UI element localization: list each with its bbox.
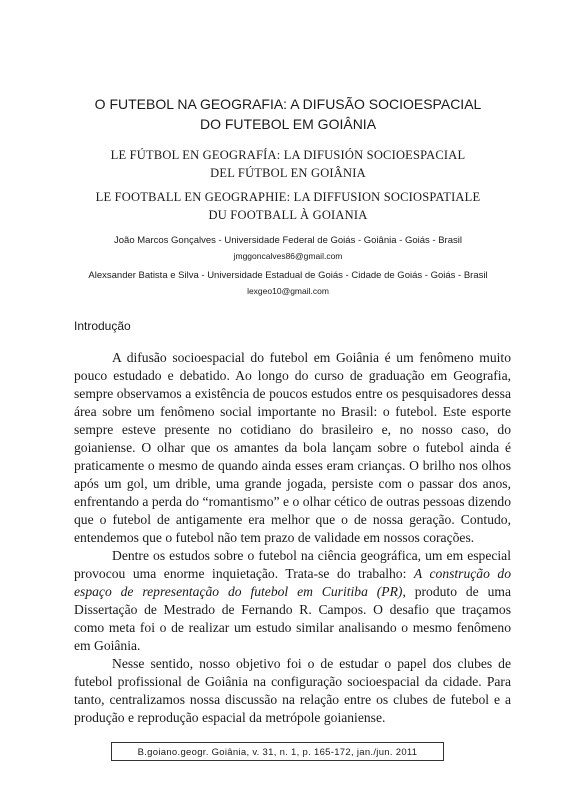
title-portuguese-line-1: O FUTEBOL NA GEOGRAFIA: A DIFUSÃO SOCIOESPACIAL	[94, 96, 482, 112]
section-heading: Introdução	[74, 319, 131, 333]
title-spanish-line-1: LE FÚTBOL EN GEOGRAFÍA: LA DIFUSIÓN SOCIOESPACIAL	[110, 148, 466, 162]
title-french-line-2: DU FOOTBALL À GOIANIA	[208, 208, 368, 222]
cited-work-title: A construção do espaço de representação do futebol em Curitiba (PR)	[74, 566, 512, 599]
title-spanish-line-2: DEL FÚTBOL EN GOIÂNIA	[210, 166, 366, 180]
author-2-affiliation: Alexsander Batista e Silva - Universidade Estadual de Goiás - Cidade de Goiás - Goiás - Brasil	[88, 270, 488, 281]
title-french	[0, 188, 576, 224]
paragraph-1: A difusão socioespacial do futebol em Goiânia é um fenômeno muito pouco estudado e debatido. Ao longo do curso de graduação em Geografia, sempre observamos a existência de poucos estudos entre os pesquisadores dessa área sobre um fenômeno social importante no Brasil: o futebol. Este esporte sempre esteve presente no cotidiano do brasileiro e, no nosso caso, do goianiense. O olhar que os amantes da bola lançam sobre o futebol ainda é praticamente o mesmo de quando ainda esses eram crianças. O brilho nos olhos após um gol, um drible, uma grande jogada, persiste com o passar dos anos, enfrentando a perda do “romantismo” e o olhar cético de outras pessoas dizendo que o futebol de antigamente era melhor que o de nossa geração. Contudo, entendemos que o futebol não tem prazo de validade em nossos corações.	[74, 350, 511, 545]
article-body	[74, 349, 511, 727]
paragraph-2	[74, 547, 511, 655]
paragraph-2-text-start: Dentre os estudos sobre o futebol na ciência geográfica, um em especial provocou uma enorme inquietação. Trata-se do trabalho:	[74, 548, 511, 581]
title-portuguese	[0, 94, 576, 134]
author-2-email: lexgeo10@gmail.com	[247, 286, 329, 296]
title-french-line-1: LE FOOTBALL EN GEOGRAPHIE: LA DIFFUSION SOCIOSPATIALE	[95, 190, 481, 204]
author-1-email: jmggoncalves86@gmail.com	[233, 251, 343, 261]
author-1-affiliation: João Marcos Gonçalves - Universidade Federal de Goiás - Goiânia - Goiás - Brasil	[114, 235, 462, 246]
paragraph-3: Nesse sentido, nosso objetivo foi o de estudar o papel dos clubes de futebol profissional de Goiânia na configuração socioespacial da cidade. Para tanto, centralizamos nossa discussão na relação entre os clubes de futebol e a produção e reprodução espacial da metrópole goianiense.	[74, 656, 511, 725]
title-portuguese-line-2: DO FUTEBOL EM GOIÂNIA	[199, 116, 377, 132]
paragraph-2-text-end: , produto de uma Dissertação de Mestrado de Fernando R. Campos. O desafio que traçamos como meta foi o de realizar um estudo similar analisando o mesmo fenômeno em Goiânia.	[74, 584, 511, 653]
title-spanish	[0, 146, 576, 182]
journal-citation-footer: B.goiano.geogr. Goiânia, v. 31, n. 1, p. 165-172, jan./jun. 2011	[111, 742, 444, 761]
